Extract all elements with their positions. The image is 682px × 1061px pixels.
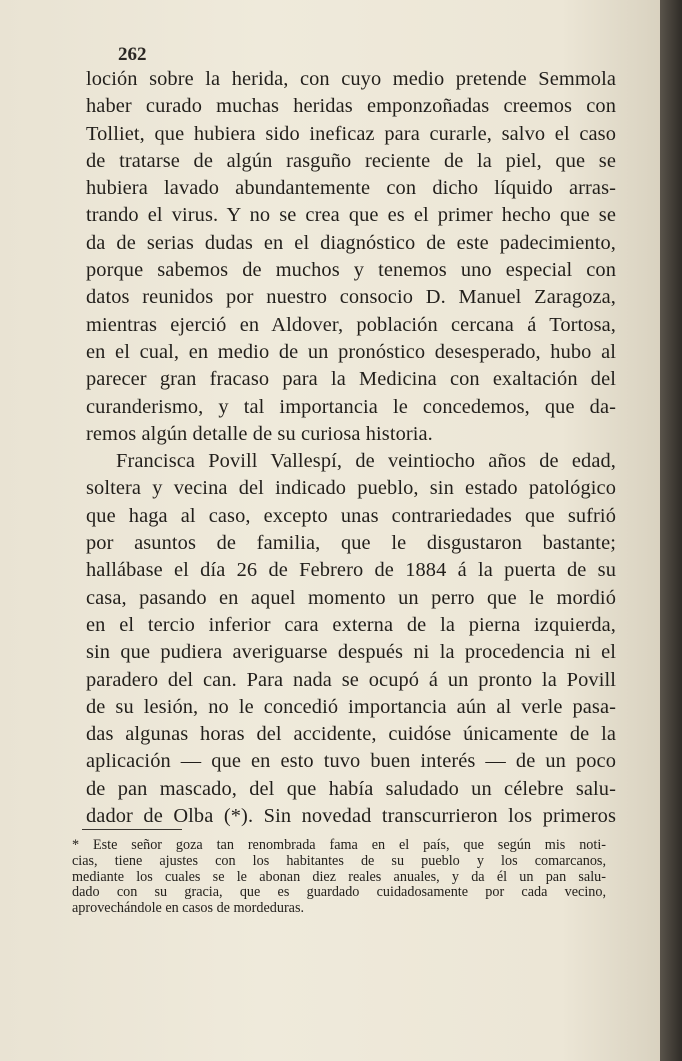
- body-line: parecer gran fracaso para la Medicina con exaltación del: [86, 368, 616, 391]
- body-line: Tolliet, que hubiera sido ineficaz para curarle, salvo el caso: [86, 122, 616, 145]
- body-line: dador de Olba (*). Sin novedad transcurrieron los primeros: [86, 805, 616, 828]
- body-line: porque sabemos de muchos y tenemos uno especial con: [86, 259, 616, 282]
- body-line: de pan mascado, del que había saludado un célebre salu-: [86, 777, 616, 800]
- body-line: hallábase el día 26 de Febrero de 1884 á la puerta de su: [86, 559, 616, 582]
- body-line: que haga al caso, excepto unas contrariedades que sufrió: [86, 504, 616, 527]
- footnote-line: dado con su gracia, que es guardado cuidadosamente por cada vecino,: [72, 884, 606, 901]
- body-line: de tratarse de algún rasguño reciente de la piel, que se: [86, 149, 616, 172]
- body-line: da de serias dudas en el diagnóstico de este padecimiento,: [86, 231, 616, 254]
- body-line: das algunas horas del accidente, cuidóse únicamente de la: [86, 723, 616, 746]
- paragraph-start-line: Francisca Povill Vallespí, de veintiocho años de edad,: [116, 450, 616, 473]
- footnote: [72, 838, 606, 917]
- body-line: haber curado muchas heridas emponzoñadas creemos con: [86, 95, 616, 118]
- footnote-line: mediante los cuales se le abonan diez reales anuales, y da él un pan salu-: [72, 868, 606, 885]
- body-line: casa, pasando en aquel momento un perro que le mordió: [86, 586, 616, 609]
- body-line: aplicación — que en esto tuvo buen interés — de un poco: [86, 750, 616, 773]
- body-line: sin que pudiera averiguarse después ni la procedencia ni el: [86, 641, 616, 664]
- footnote-line: cias, tiene ajustes con los habitantes de su pueblo y los comarcanos,: [72, 852, 606, 869]
- body-line: mientras ejerció en Aldover, población cercana á Tortosa,: [86, 313, 616, 336]
- footnote-divider: [82, 829, 182, 830]
- body-line: en el tercio inferior cara externa de la pierna izquierda,: [86, 613, 616, 636]
- body-line: paradero del can. Para nada se ocupó á un pronto la Povill: [86, 668, 616, 691]
- body-line: datos reunidos por nuestro consocio D. Manuel Zaragoza,: [86, 286, 616, 309]
- body-line: soltera y vecina del indicado pueblo, sin estado patológico: [86, 477, 616, 500]
- body-line: trando el virus. Y no se crea que es el primer hecho que se: [86, 204, 616, 227]
- body-line: loción sobre la herida, con cuyo medio pretende Semmola: [86, 68, 616, 90]
- body-line: de su lesión, no le concedió importancia aún al verle pasa-: [86, 695, 616, 718]
- footnote-line: * Este señor goza tan renombrada fama en el país, que según mis noti-: [72, 837, 606, 853]
- body-line: en el cual, en medio de un pronóstico desesperado, hubo al: [86, 340, 616, 363]
- footnote-line: aprovechándole en casos de mordeduras.: [72, 900, 305, 917]
- body-line: por asuntos de familia, que le disgustaron bastante;: [86, 532, 616, 555]
- paragraph-end-line: remos algún detalle de su curiosa historia.: [86, 422, 433, 445]
- body-text: [86, 66, 616, 830]
- page-number: 262: [118, 44, 147, 65]
- body-line: curanderismo, y tal importancia le concedemos, que da-: [86, 395, 616, 418]
- page-edge: [660, 0, 682, 1061]
- body-line: hubiera lavado abundantemente con dicho líquido arras-: [86, 177, 616, 200]
